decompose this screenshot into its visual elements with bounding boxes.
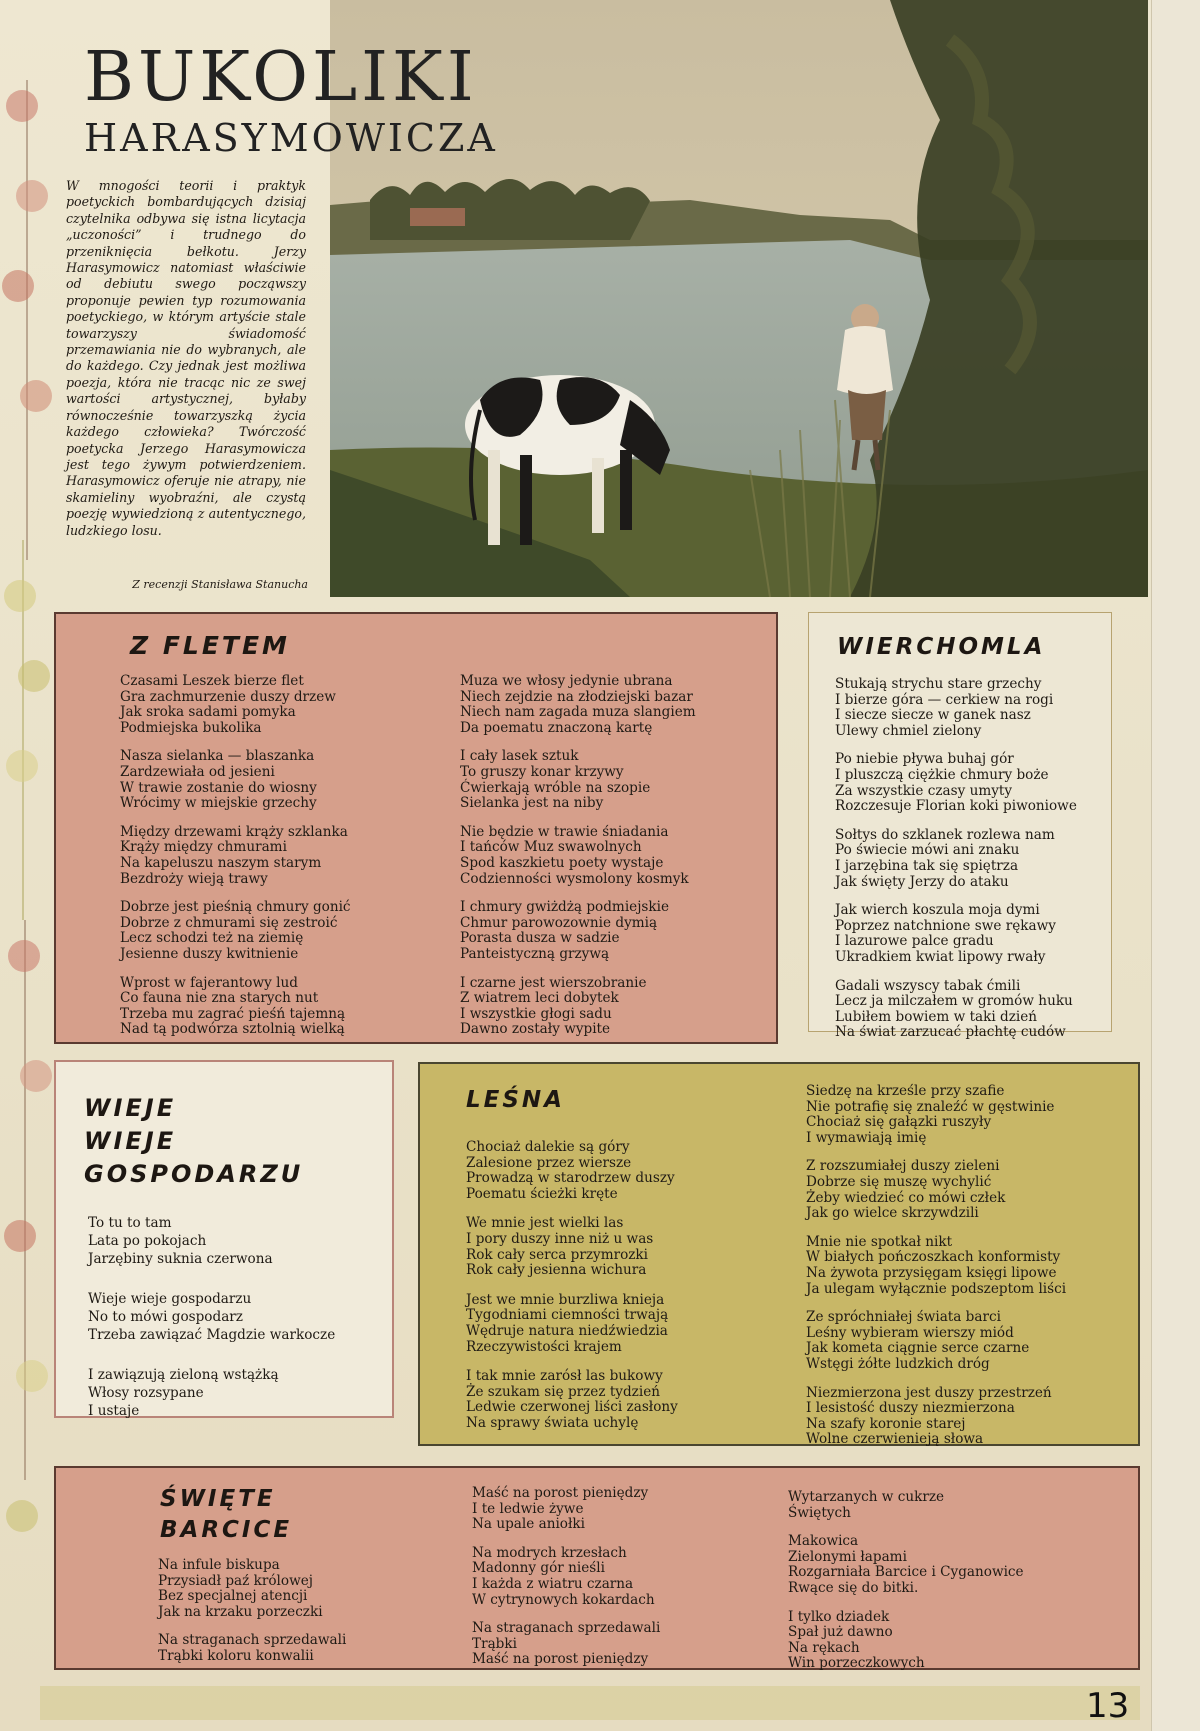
poem-wieje-wieje-gospodarzu [54, 1060, 394, 1418]
stanza: Wprost w fajerantowy lud Co fauna nie zna starych nut Trzeba mu zagrać pieśń tajemną Nad tą podwórza sztolnią wielką [120, 974, 346, 1038]
stanza: Siedzę na krześle przy szafie Nie potrafię się znaleźć w gęstwinie Chociaż się gałązki ruszyły I wymawiają imię [806, 1083, 1055, 1146]
page-title: BUKOLIKI [84, 38, 478, 117]
footer-band [40, 1686, 1140, 1720]
stanza: Na straganach sprzedawali Trąbki Maść na porost pieniędzy [472, 1620, 661, 1668]
stanza: Na modrych krzesłach Madonny gór nieśli I każda z wiatru czarna W cytrynowych kokardach [472, 1544, 655, 1608]
stanza: Nasza sielanka — blaszanka Zardzewiała od jesieni W trawie zostanie do wiosny Wrócimy w miejskie grzechy [120, 748, 317, 812]
poem-column-2 [806, 1084, 1066, 1461]
poem-title: LEŚNA [466, 1087, 565, 1113]
stanza: Chociaż dalekie są góry Zalesione przez wiersze Prowadzą w starodrzew duszy Poematu ścieżki kręte [466, 1139, 675, 1202]
stanza: I chmury gwiżdżą podmiejskie Chmur parowozownie dymią Porasta dusza w sadzie Panteistyczną grzywą [460, 899, 670, 962]
poem-swiete-barcice [54, 1466, 1140, 1670]
poem-column-1 [158, 1558, 346, 1678]
stanza: Gadali wszyscy tabak ćmili Lecz ja milczałem w gromów huku Lubiłem bowiem w taki dzień Na świat zarzucać płachtę cudów [835, 977, 1073, 1041]
stanza: Nie będzie w trawie śniadania I tańców Muz swawolnych Spod kaszkietu poety wystaje Codzienności wysmolony kosmyk [460, 823, 689, 887]
poem-lesna [418, 1062, 1140, 1446]
stanza: To tu to tam Lata po pokojach Jarzębiny suknia czerwona [88, 1215, 273, 1267]
page-edge [1151, 0, 1200, 1731]
poem-column [835, 677, 1077, 1054]
stanza: Stukają strychu stare grzechy I bierze góra — cerkiew na rogi I siecze siecze w ganek nasz Ulewy chmiel zielony [835, 676, 1054, 739]
poem-title: WIERCHOMLA [837, 634, 1046, 660]
stanza: Wytarzanych w cukrze Świętych [788, 1489, 945, 1521]
stanza: Jak wierch koszula moja dymi Poprzez natchnione swe rękawy I lazurowe palce gradu Ukradkiem kwiat lipowy rwały [835, 902, 1056, 965]
stanza: Muza we włosy jedynie ubrana Niech zejdzie na złodziejski bazar Niech nam zagada muza slangiem Da poematu znaczoną kartę [460, 673, 696, 736]
stanza: Wieje wieje gospodarzu No to mówi gospodarz Trzeba zawiązać Magdzie warkocze [88, 1291, 336, 1343]
poem-column-3 [788, 1490, 1024, 1685]
poem-column-1 [120, 674, 351, 1051]
stanza: Dobrze jest pieśnią chmury gonić Dobrze z chmurami się zestroić Lecz schodzi też na ziemię Jesienne duszy kwitnienie [120, 899, 351, 962]
poem-column-1 [466, 1140, 678, 1445]
poem-title: ŚWIĘTE BARCICE [160, 1486, 293, 1543]
stanza: Maść na porost pieniędzy I te ledwie żywe Na upale aniołki [472, 1485, 649, 1533]
stanza: Czasami Leszek bierze flet Gra zachmurzenie duszy drzew Jak sroka sadami pomyka Podmiejska bukolika [120, 673, 336, 736]
stanza: I tylko dziadek Spał już dawno Na rękach Win porzeczkowych [788, 1608, 925, 1672]
poem-title: Z FLETEM [130, 631, 290, 660]
poem-wierchomla [808, 612, 1112, 1041]
stanza: I cały lasek sztuk To gruszy konar krzywy Ćwierkają wróble na szopie Sielanka jest na niby [460, 748, 651, 812]
stanza: Na straganach sprzedawali Trąbki koloru konwalii [158, 1632, 347, 1664]
stanza: Ze spróchniałej świata barci Leśny wybieram wierszy miód Jak kometa ciągnie serce czarne Wstęgi żółte ludzkich dróg [806, 1309, 1030, 1372]
page-subtitle: HARASYMOWICZA [84, 116, 498, 160]
stanza: Sołtys do szklanek rozlewa nam Po świecie mówi ani znaku I jarzębina tak się spiętrza Jak święty Jerzy do ataku [835, 826, 1055, 890]
intro-paragraph: W mnogości teorii i praktyk poetyckich bombardujących dzisiaj czytelnika odbywa się istna licytacja „uczoności” i trudnego do przeniknięcia bełkotu. Jerzy Harasymowicz natomiast właściwie od debiutu swego począwszy proponuje pewien typ rozumowania poetyckiego, w którym artyście stale towarzyszy świadomość przemawiania nie do wybranych, ale do każdego. Czy jednak jest możliwa poezja, która nie tracąc nic ze swej wartości artystycznej, byłaby równocześnie towarzyszką życia każdego człowieka? Twórczość poetycka Jerzego Harasymowicza jest tego żywym potwierdzeniem. Harasymowicz oferuje nie atrapy, nie skamieliny wyobraźni, ale czystą poezję wywiedzioną z autentycznego, ludzkiego losu. [66, 178, 306, 538]
stanza: Na infule biskupa Przysiadł paź królowej Bez specjalnej atencji Jak na krzaku porzeczki [158, 1557, 323, 1620]
stanza: Między drzewami krąży szklanka Krąży między chmurami Na kapeluszu naszym starym Bezdroży wieją trawy [120, 823, 348, 887]
stanza: Z rozszumiałej duszy zieleni Dobrze się muszę wychylić Żeby wiedzieć co mówi człek Jak go wielce skrzywdzili [806, 1158, 1006, 1222]
floral-border-decoration [0, 60, 60, 1620]
poem-column-2 [460, 674, 696, 1051]
stanza: Jest we mnie burzliwa knieja Tygodniami ciemności trwają Wędruje natura niedźwiedzia Rzeczywistości krajem [466, 1291, 669, 1355]
stanza: I zawiązują zieloną wstążką Włosy rozsypane I ustaje [88, 1367, 279, 1419]
stanza: Makowica Zielonymi łapami Rozgarniała Barcice i Cyganowice Rwące się do bitki. [788, 1533, 1024, 1596]
stanza: I czarne jest wierszobranie Z wiatrem leci dobytek I wszystkie głogi sadu Dawno zostały wypite [460, 974, 647, 1038]
poem-z-fletem [54, 612, 778, 1044]
stanza: Mnie nie spotkał nikt W białych pończoszkach konformisty Na żywota przysięgam księgi lipowe Ja ulegam wyłącznie podszeptom liści [806, 1233, 1067, 1297]
stanza: Niezmierzona jest duszy przestrzeń I lesistość duszy niezmierzona Na szafy koronie starej Wolne czerwienieją słowa [806, 1384, 1052, 1448]
review-credit: Z recenzji Stanisława Stanucha [132, 578, 308, 591]
poem-column-2 [472, 1486, 660, 1681]
poem-title: WIEJE WIEJE GOSPODARZU [84, 1094, 304, 1188]
poem-column [88, 1214, 335, 1433]
stanza: Po niebie pływa buhaj gór I pluszczą ciężkie chmury boże Za wszystkie czasy umyty Rozczesuje Florian koki piwoniowe [835, 751, 1077, 815]
page-number: 13 [1086, 1686, 1130, 1726]
stanza: I tak mnie zarósł las bukowy Że szukam się przez tydzień Ledwie czerwonej liści zasłony Na sprawy świata uchylę [466, 1368, 678, 1431]
stanza: We mnie jest wielki las I pory duszy inne niż u was Rok cały serca przymrozki Rok cały jesienna wichura [466, 1215, 654, 1279]
